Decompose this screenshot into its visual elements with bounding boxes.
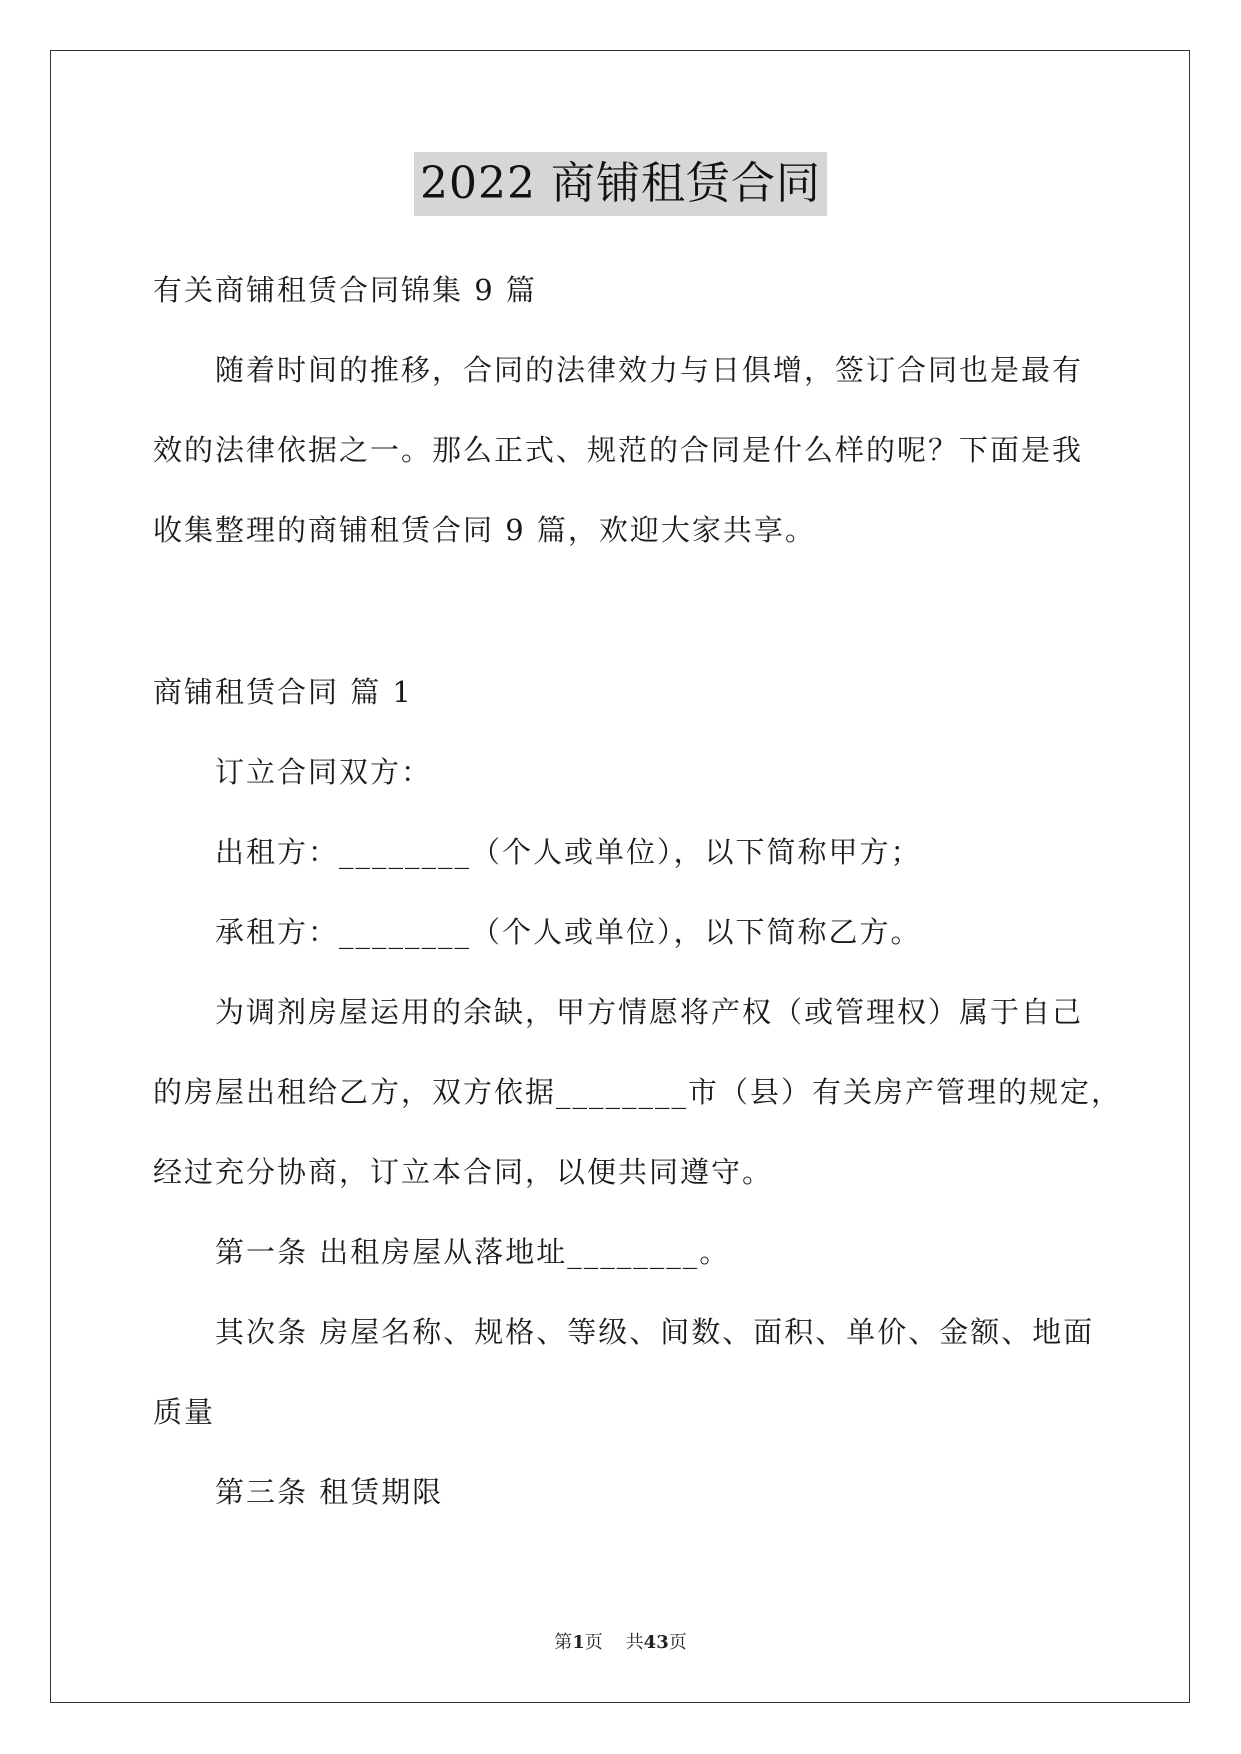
paragraph-line: 的房屋出租给乙方，双方依据________市（县）有关房产管理的规定， <box>153 1075 1123 1109</box>
footer-page-number: 1 <box>572 1632 585 1653</box>
paragraph-line: 经过充分协商，订立本合同，以便共同遵守。 <box>153 1155 774 1189</box>
footer-prefix: 第 <box>554 1632 573 1653</box>
title-container <box>0 152 1241 216</box>
document-title: 2022 商铺租赁合同 <box>414 152 827 216</box>
paragraph-line: 随着时间的推移，合同的法律效力与日俱增，签订合同也是最有 <box>215 353 1084 387</box>
article-line: 其次条 房屋名称、规格、等级、间数、面积、单价、金额、地面 <box>215 1315 1095 1349</box>
footer-mid: 页 共 <box>584 1632 644 1653</box>
page-footer <box>0 1628 1241 1654</box>
paragraph-line: 质量 <box>153 1395 216 1429</box>
paragraph-line: 承租方：________（个人或单位），以下简称乙方。 <box>215 915 922 949</box>
article-line: 第一条 出租房屋从落地址________。 <box>215 1235 731 1269</box>
paragraph-line: 出租方：________（个人或单位），以下简称甲方； <box>215 835 922 869</box>
section-heading: 商铺租赁合同 篇 1 <box>153 675 413 709</box>
paragraph-line: 效的法律依据之一。那么正式、规范的合同是什么样的呢？下面是我 <box>153 433 1084 467</box>
paragraph-line: 为调剂房屋运用的余缺，甲方情愿将产权（或管理权）属于自己 <box>215 995 1084 1029</box>
paragraph-line: 订立合同双方： <box>215 755 433 789</box>
article-line: 第三条 租赁期限 <box>215 1475 444 1509</box>
footer-suffix: 页 <box>668 1632 687 1653</box>
footer-total-pages: 43 <box>643 1632 669 1653</box>
paragraph-line: 收集整理的商铺租赁合同 9 篇，欢迎大家共享。 <box>153 513 816 547</box>
subtitle: 有关商铺租赁合同锦集 9 篇 <box>153 273 537 307</box>
